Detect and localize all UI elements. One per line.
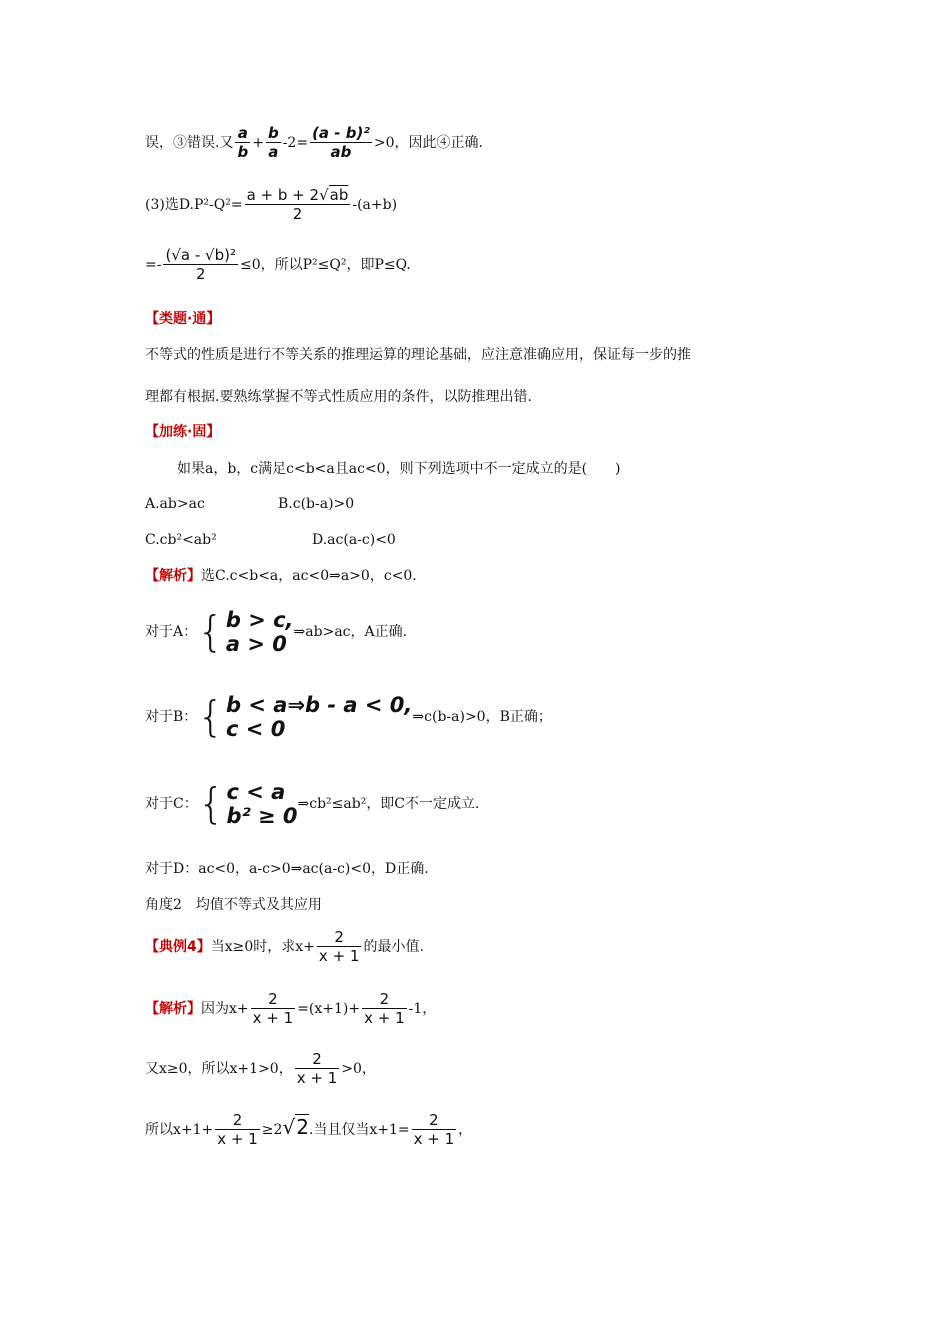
brace-icon: { <box>197 779 225 828</box>
text: ⇒ab>ac，A正确. <box>293 624 408 640</box>
sqrt-icon: √ <box>282 1115 296 1139</box>
solution-line-2 <box>145 1052 376 1086</box>
answer-tag: 【解析】 <box>145 568 201 584</box>
text: ⇒c(b-a)>0，B正确； <box>412 709 552 725</box>
answer-line <box>145 569 417 583</box>
case-b <box>145 693 552 741</box>
text: .当且仅当x+1= <box>308 1122 410 1138</box>
heading-jialian: 【加练·固】 <box>145 424 221 440</box>
line-select-d <box>145 188 397 222</box>
text: =- <box>145 257 162 273</box>
example-4 <box>145 930 424 964</box>
text: 对于A： <box>145 624 198 640</box>
brace-icon: { <box>197 692 225 741</box>
text: + <box>252 135 264 151</box>
sqrt-value: 2 <box>296 1115 309 1139</box>
fraction-diff-squared: $\frac{\text{(a - b)²}}{ab}$ <box>312 124 370 161</box>
text: 对于B： <box>145 709 198 725</box>
text: >0， <box>341 1061 376 1077</box>
case-a <box>145 608 407 656</box>
text: 又x≥0，所以x+1>0， <box>145 1061 293 1077</box>
text: 因为x+ <box>201 1001 249 1017</box>
line-conclusion <box>145 248 411 282</box>
solution-line-3 <box>145 1113 472 1147</box>
text: 的最小值. <box>363 939 424 955</box>
fraction-b-over-a: $\frac{b}{a}$ <box>267 124 279 161</box>
text: -2= <box>282 135 309 151</box>
fraction-2-over-x1: $\frac{2}{x + 1}$ <box>364 990 405 1027</box>
fraction-2-over-x1: $\frac{2}{x + 1}$ <box>318 928 360 965</box>
system-c: { c < a b² ≥ 0 <box>197 779 298 828</box>
text: ， <box>458 1122 473 1138</box>
system-a: { b > c, a > 0 <box>197 607 294 656</box>
question: 如果a，b，c满足c<b<a且ac<0，则下列选项中不一定成立的是( ) <box>177 461 621 477</box>
text: ≥2 <box>261 1122 283 1138</box>
solution-line-1 <box>145 992 436 1026</box>
option-a: A.ab>ac <box>145 496 205 512</box>
fraction-2-over-x1: $\frac{2}{x + 1}$ <box>252 990 294 1027</box>
brace-icon: { <box>197 607 224 656</box>
text: 对于C： <box>145 796 198 812</box>
fraction-2-over-x1: $\frac{2}{x + 1}$ <box>217 1111 258 1148</box>
fraction-sum: $\frac{a + b + 2√ab}{2}$ <box>246 186 349 223</box>
text: =(x+1)+ <box>297 1001 361 1017</box>
fraction-2-over-x1: $\frac{2}{x + 1}$ <box>413 1111 455 1148</box>
option-d: D.ac(a-c)<0 <box>312 532 396 548</box>
text: ⇒cb²≤ab²，即C不一定成立. <box>297 796 480 812</box>
text: -(a+b) <box>352 197 398 213</box>
line-error-3 <box>145 126 483 160</box>
case-c <box>145 780 479 828</box>
text: ≤0，所以P²≤Q²，即P≤Q. <box>239 257 411 273</box>
text: (3)选D.P²-Q²= <box>145 197 243 213</box>
case-d: 对于D：ac<0，a-c>0⇒ac(a-c)<0，D正确. <box>145 861 429 877</box>
fraction-a-over-b: $\frac{a}{b}$ <box>237 124 249 161</box>
heading-leiti: 【类题·通】 <box>145 311 221 327</box>
option-b: B.c(b-a)>0 <box>278 496 355 512</box>
fraction-root-diff: $\frac{\text{(√a - √b)²}}{2}$ <box>165 246 236 283</box>
text: 当x≥0时，求x+ <box>210 939 315 955</box>
solution-tag: 【解析】 <box>145 1001 201 1017</box>
angle-title: 角度2 均值不等式及其应用 <box>145 897 322 913</box>
fraction-2-over-x1: $\frac{2}{x + 1}$ <box>296 1050 338 1087</box>
text: >0，因此④正确. <box>373 135 483 151</box>
paragraph-line-1: 不等式的性质是进行不等关系的推理运算的理论基础，应注意准确应用，保证每一步的推 <box>145 347 691 363</box>
option-c: C.cb²<ab² <box>145 532 217 548</box>
text: 选C.c<b<a，ac<0⇒a>0，c<0. <box>201 568 417 584</box>
text: 所以x+1+ <box>145 1122 214 1138</box>
example-tag: 【典例4】 <box>145 939 211 955</box>
system-b: { b < a⇒b - a < 0, c < 0 <box>197 692 413 741</box>
text: -1， <box>408 1001 437 1017</box>
text: 误，③错误.又 <box>145 135 234 151</box>
paragraph-line-2: 理都有根据.要熟练掌握不等式性质应用的条件，以防推理出错. <box>145 389 532 405</box>
